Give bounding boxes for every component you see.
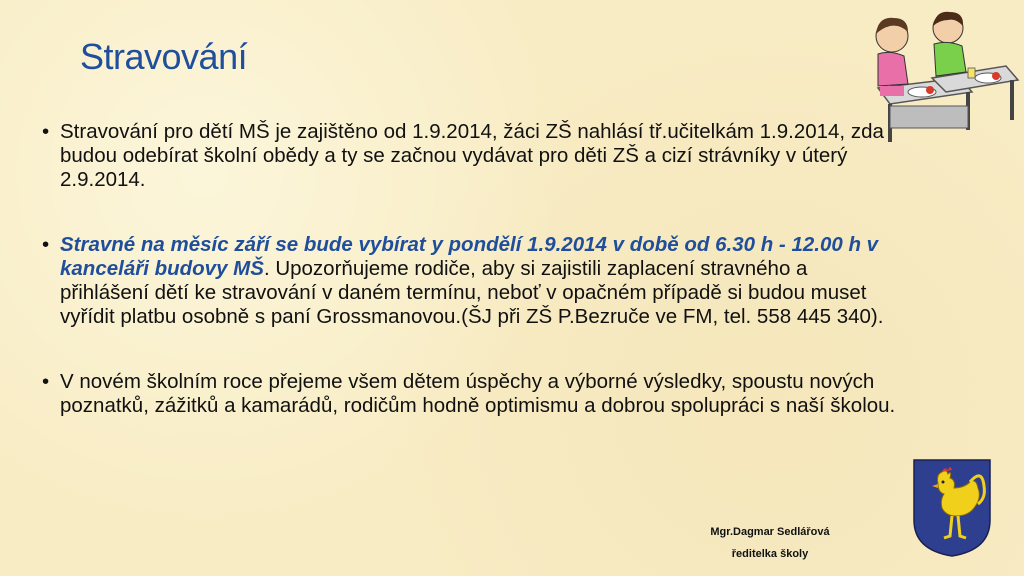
bullet-marker: • [42, 233, 50, 256]
slide-title: Stravování [80, 36, 248, 77]
bullet-text: V novém školním roce přejeme všem dětem úspěchy a výborné výsledky, spoustu nových poznatků, zážitků a kamarádů, rodičům hodně optimismu a dobrou spolupráci s naší školou. [60, 370, 896, 417]
bullet-item [42, 233, 902, 329]
bullet-marker: • [42, 120, 50, 143]
bullet-list [42, 120, 902, 418]
signature-role: ředitelka školy [731, 548, 809, 560]
bullet-emphasis: Stravné na měsíc září se bude vybírat y pondělí 1.9.2014 v době od 6.30 h - 12.00 h v kanceláři budovy MŠ [60, 233, 879, 280]
bullet-item [42, 370, 902, 418]
bullet-text: Stravování pro dětí MŠ je zajištěno od 1.9.2014, žáci ZŠ nahlásí tř.učitelkám 1.9.2014, zda budou odebírat školní obědy a ty se začnou vydávat pro děti ZŠ a cizí strávníky v úterý 2.9.2014. [60, 120, 884, 191]
bullet-item [42, 120, 902, 192]
bullet-marker: • [42, 370, 50, 393]
coat-of-arms-rooster-icon [912, 458, 992, 558]
bullet-text: . Upozorňujeme rodiče, aby si zajistili zaplacení stravného a přihlášení dětí ke stravování v daném termínu, neboť v opačném případě si budou muset vyřídit platbu osobně s paní Grossmanovou.(ŠJ při ZŠ P.Bezruče ve FM, tel. 558 445 340). [60, 257, 884, 328]
signature-name: Mgr.Dagmar Sedlářová [710, 526, 830, 538]
